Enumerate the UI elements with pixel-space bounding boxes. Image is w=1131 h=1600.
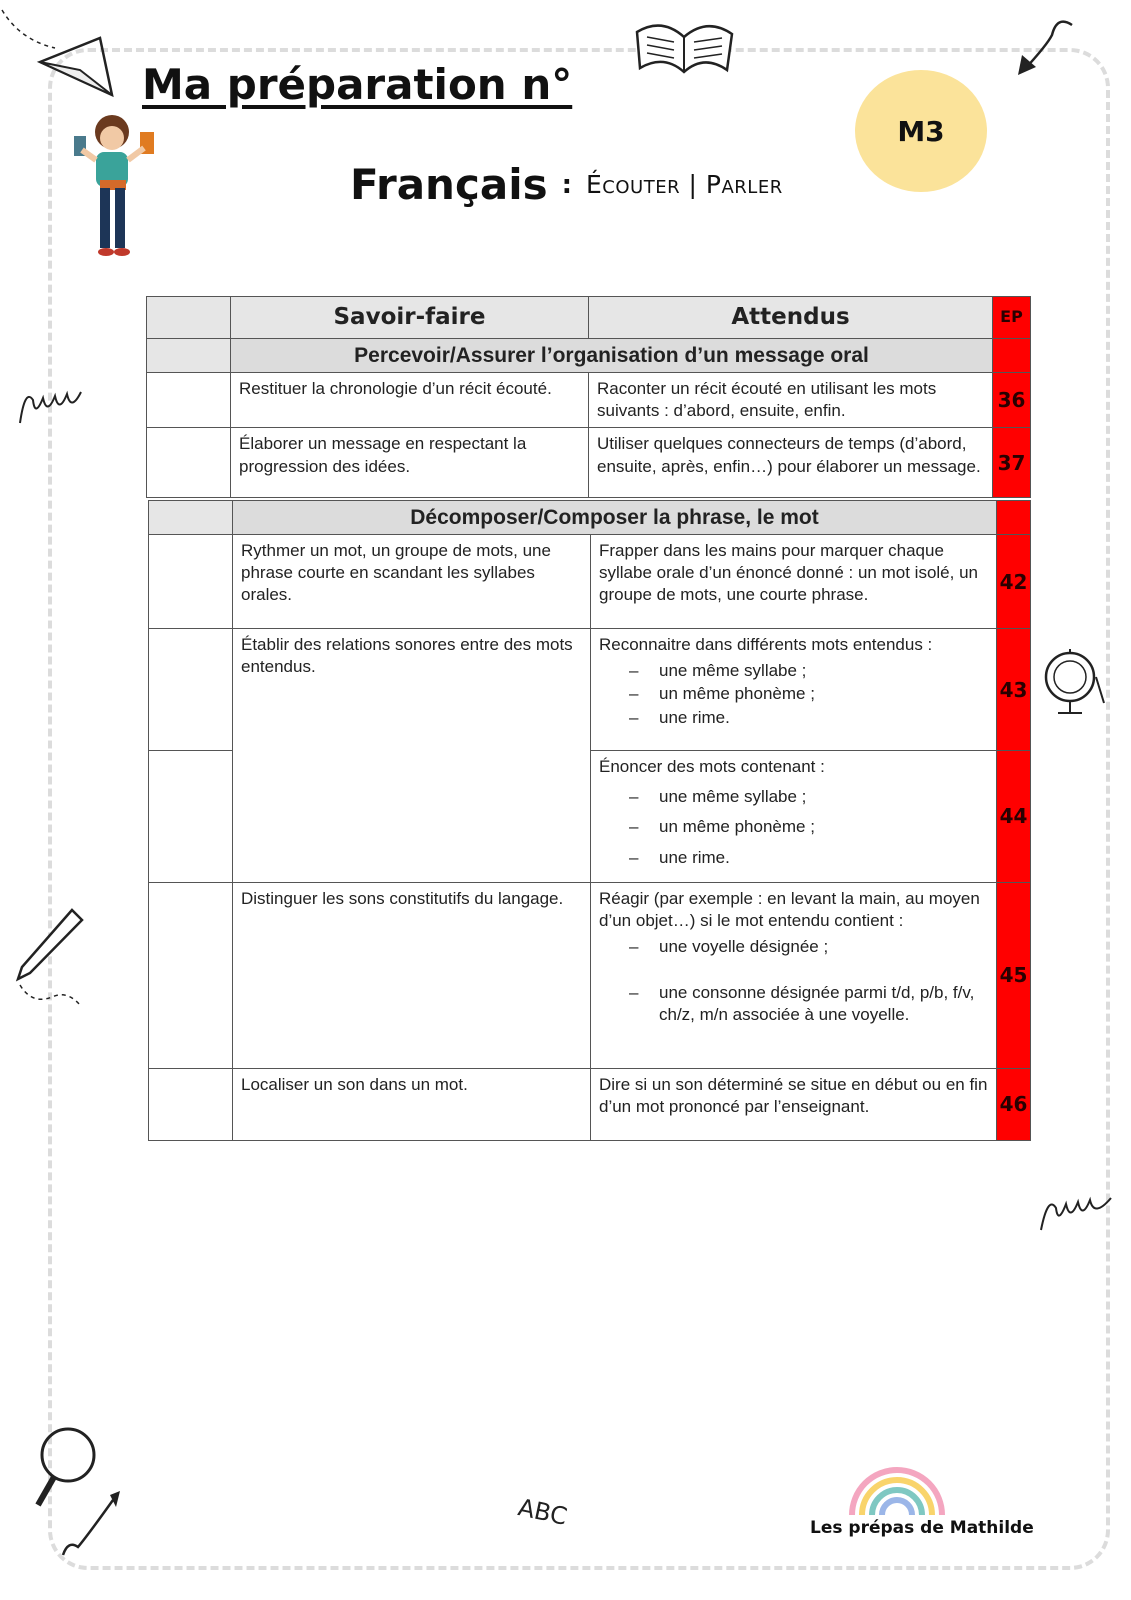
- subject-colon: :: [561, 170, 572, 200]
- table-row: [147, 373, 1031, 428]
- subject-domain: Écouter | Parler: [586, 170, 783, 199]
- attendus-cell: Dire si un son déterminé se situe en début ou en fin d’un mot prononcé par l’enseignant.: [591, 1068, 997, 1140]
- table-row: [149, 882, 1031, 1068]
- table-row: [147, 428, 1031, 498]
- savoir-cell: Rythmer un mot, un groupe de mots, une phrase courte en scandant les syllabes orales.: [233, 535, 591, 629]
- ep-number: 46: [997, 1068, 1031, 1140]
- doodle-loops-icon-2: [1036, 1180, 1116, 1240]
- paper-plane-icon: [0, 0, 130, 110]
- savoir-cell: Restituer la chronologie d’un récit écouté.: [231, 373, 589, 428]
- attendus-cell: [591, 629, 997, 751]
- header-attendus: Attendus: [589, 297, 993, 339]
- ep-number: 45: [997, 882, 1031, 1068]
- ep-cell-empty: [993, 339, 1031, 373]
- list-item: – une même syllabe ;: [629, 786, 988, 808]
- savoir-cell: Établir des relations sonores entre des mots entendus.: [233, 629, 591, 882]
- table-header-row: [147, 297, 1031, 339]
- header-savoir-faire: Savoir-faire: [231, 297, 589, 339]
- level-badge: M3: [855, 70, 987, 192]
- ep-number: 36: [993, 373, 1031, 428]
- page-title: Ma préparation n°: [142, 60, 573, 109]
- empty-cell: [149, 1068, 233, 1140]
- teacher-illustration: [70, 110, 165, 260]
- list-item: – une voyelle désignée ;: [629, 936, 988, 958]
- attendus-cell: Utiliser quelques connecteurs de temps (d’abord, ensuite, après, enfin…) pour élaborer un message.: [589, 428, 993, 498]
- section-title: Décomposer/Composer la phrase, le mot: [233, 501, 997, 535]
- savoir-cell: Localiser un son dans un mot.: [233, 1068, 591, 1140]
- pencil-icon: [12, 905, 92, 1015]
- ep-cell-empty: [997, 501, 1031, 535]
- skills-table-2: [148, 500, 1031, 1141]
- attendus-intro: Reconnaitre dans différents mots entendus :: [599, 635, 933, 655]
- savoir-cell: Élaborer un message en respectant la progression des idées.: [231, 428, 589, 498]
- empty-cell: [149, 535, 233, 629]
- attendus-list: [599, 786, 988, 868]
- doodle-loops-icon: [15, 378, 85, 428]
- globe-icon: [1038, 645, 1108, 720]
- section-row: [147, 339, 1031, 373]
- subject-name: Français: [350, 160, 548, 209]
- brand-name: Les prépas de Mathilde: [810, 1518, 1034, 1538]
- empty-cell: [149, 751, 233, 882]
- attendus-cell: Raconter un récit écouté en utilisant les mots suivants : d’abord, ensuite, enfin.: [589, 373, 993, 428]
- rainbow-logo-icon: [832, 1460, 962, 1520]
- ep-number: 43: [997, 629, 1031, 751]
- attendus-list-2: [599, 982, 988, 1026]
- open-book-icon: [632, 12, 737, 77]
- skills-table-1: [146, 296, 1031, 498]
- attendus-cell: Frapper dans les mains pour marquer chaque syllabe orale d’un énoncé donné : un mot isolé, un groupe de mots, une courte phrase.: [591, 535, 997, 629]
- table-row: [149, 535, 1031, 629]
- section-empty-cell: [147, 339, 231, 373]
- list-item: – un même phonème ;: [629, 683, 988, 705]
- list-item: – un même phonème ;: [629, 816, 988, 838]
- header-empty-cell: [147, 297, 231, 339]
- attendus-intro: Réagir (par exemple : en levant la main, au moyen d’un objet…) si le mot entendu contient :: [599, 888, 980, 930]
- list-item: – une rime.: [629, 847, 988, 869]
- ep-number: 37: [993, 428, 1031, 498]
- list-item: – une rime.: [629, 707, 988, 729]
- ep-number: 42: [997, 535, 1031, 629]
- abc-doodle: ABC: [515, 1493, 570, 1531]
- ep-number: 44: [997, 751, 1031, 882]
- section-empty-cell: [149, 501, 233, 535]
- list-item: – une consonne désignée parmi t/d, p/b, f/v, ch/z, m/n associée à une voyelle.: [629, 982, 988, 1026]
- attendus-list: [599, 936, 988, 958]
- list-item: – une même syllabe ;: [629, 660, 988, 682]
- attendus-intro: Énoncer des mots contenant :: [599, 757, 825, 777]
- empty-cell: [147, 373, 231, 428]
- empty-cell: [147, 428, 231, 498]
- empty-cell: [149, 882, 233, 1068]
- attendus-cell: [591, 882, 997, 1068]
- empty-cell: [149, 629, 233, 751]
- table-row: [149, 1068, 1031, 1140]
- savoir-cell: Distinguer les sons constitutifs du langage.: [233, 882, 591, 1068]
- subject-heading: [350, 160, 783, 209]
- section-row: [149, 501, 1031, 535]
- header-ep: EP: [993, 297, 1031, 339]
- table-row: [149, 629, 1031, 751]
- section-title: Percevoir/Assurer l’organisation d’un message oral: [231, 339, 993, 373]
- attendus-cell: [591, 751, 997, 882]
- magnifying-glass-icon: [28, 1415, 138, 1560]
- attendus-list: [599, 660, 988, 728]
- curved-arrow-icon: [1012, 15, 1082, 80]
